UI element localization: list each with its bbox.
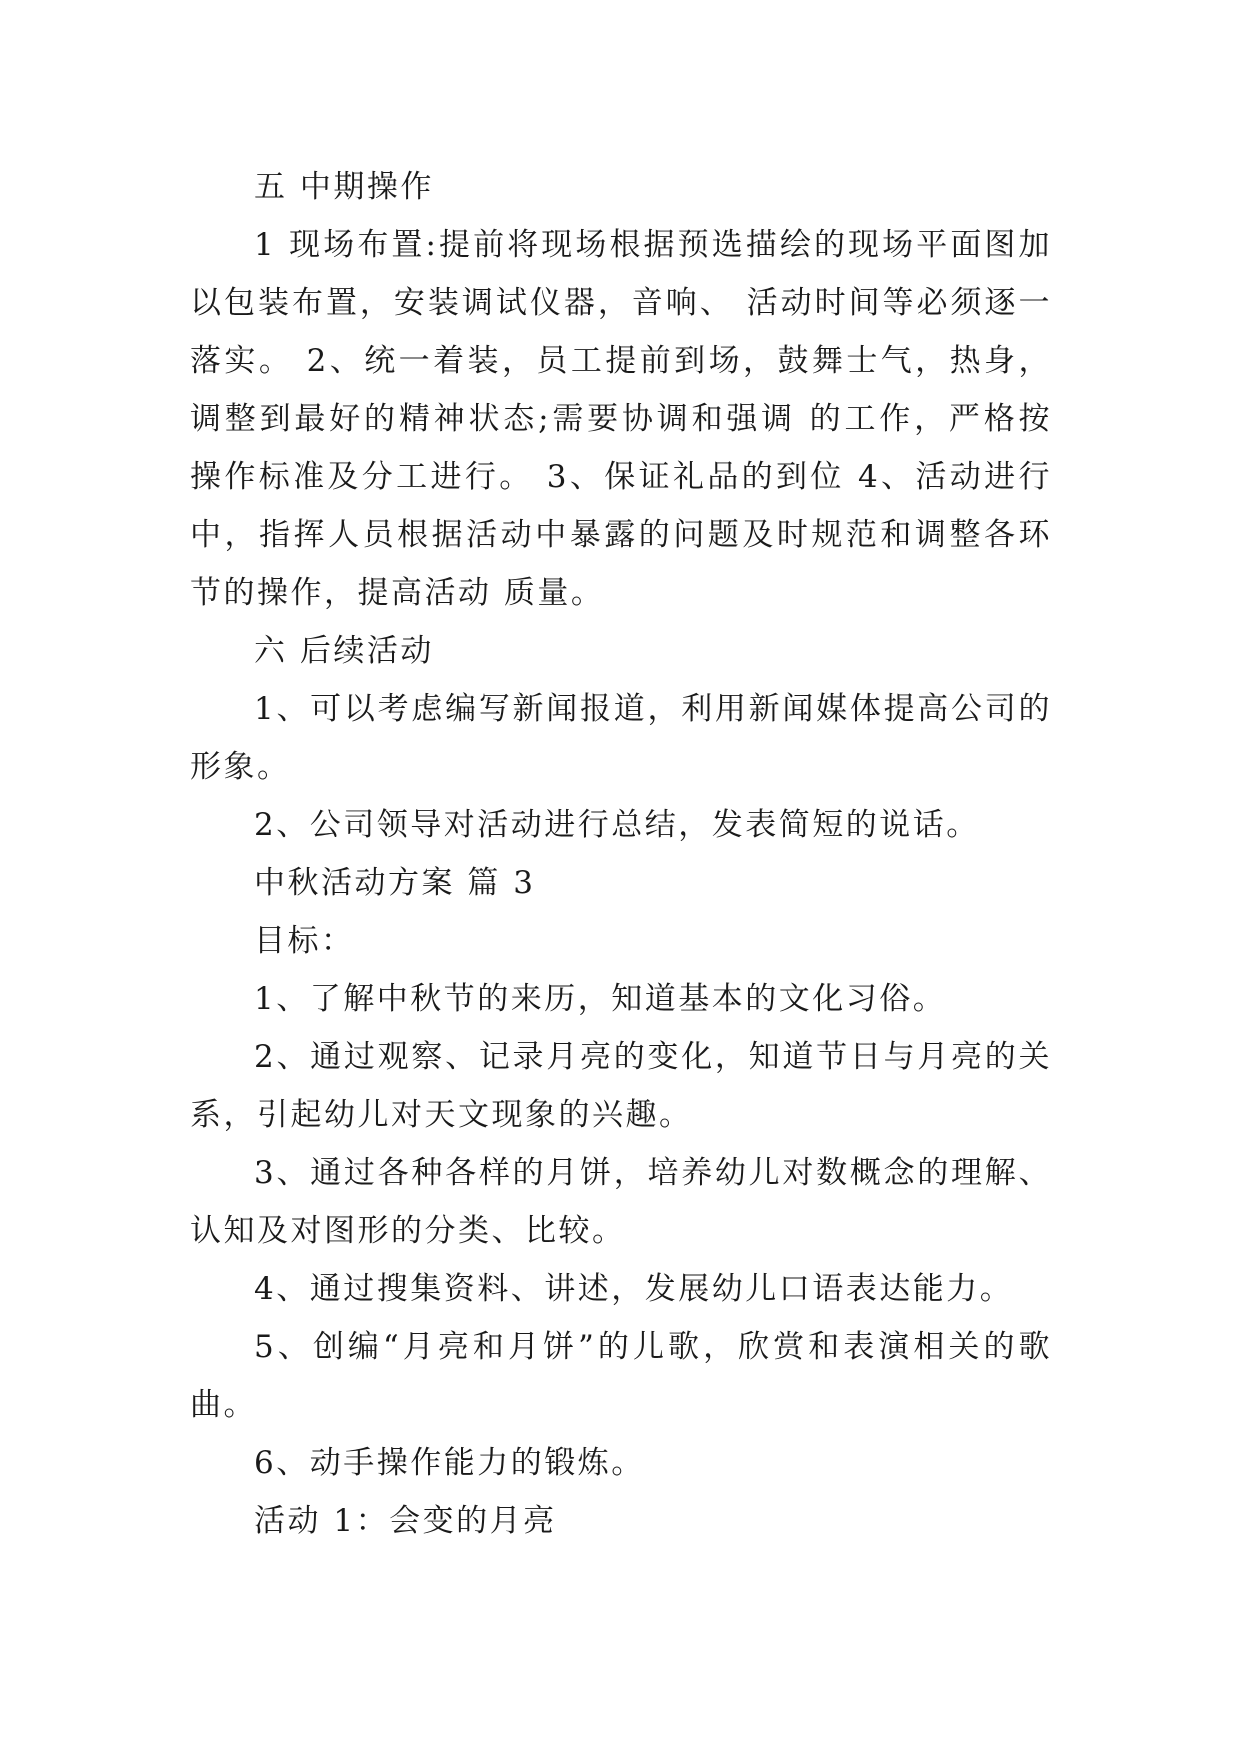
section-heading-midterm: 五 中期操作: [254, 169, 434, 205]
goal-item: 1、了解中秋节的来历，知道基本的文化习俗。: [254, 981, 947, 1017]
plan-title: 中秋活动方案 篇 3: [254, 865, 536, 901]
goal-item: 4、通过搜集资料、讲述，发展幼儿口语表达能力。: [254, 1271, 1014, 1307]
goal-item: 3、通过各种各样的月饼，培养幼儿对数概念的理解、认知及对图形的分类、比较。: [190, 1155, 1052, 1249]
paragraph-leader-summary: 2、公司领导对活动进行总结，发表简短的说话。: [254, 807, 980, 843]
goal-item: 6、动手操作能力的锻炼。: [254, 1445, 645, 1481]
activity-heading: 活动 1：会变的月亮: [254, 1503, 557, 1539]
section-heading-followup: 六 后续活动: [254, 633, 434, 669]
paragraph-site-setup: 1 现场布置:提前将现场根据预选描绘的现场平面图加以包装布置，安装调试仪器，音响、 活动时间等必须逐一落实。 2、统一着装，员工提前到场，鼓舞士气，热身，调整到最好的精神状态;需要协调和强调 的工作，严格按操作标准及分工进行。 3、保证礼品的到位 4、活动进行中，指挥人员根据活动中暴露的问题及时规范和调整各环节的操作，提高活动 质量。: [190, 227, 1052, 611]
goal-item: 2、通过观察、记录月亮的变化，知道节日与月亮的关系，引起幼儿对天文现象的兴趣。: [190, 1039, 1052, 1133]
document-body: [190, 158, 1052, 1550]
goals-heading: 目标：: [254, 923, 355, 959]
paragraph-news-report: 1、可以考虑编写新闻报道，利用新闻媒体提高公司的形象。: [190, 691, 1052, 785]
goal-item: 5、创编“月亮和月饼”的儿歌，欣赏和表演相关的歌曲。: [190, 1329, 1052, 1423]
